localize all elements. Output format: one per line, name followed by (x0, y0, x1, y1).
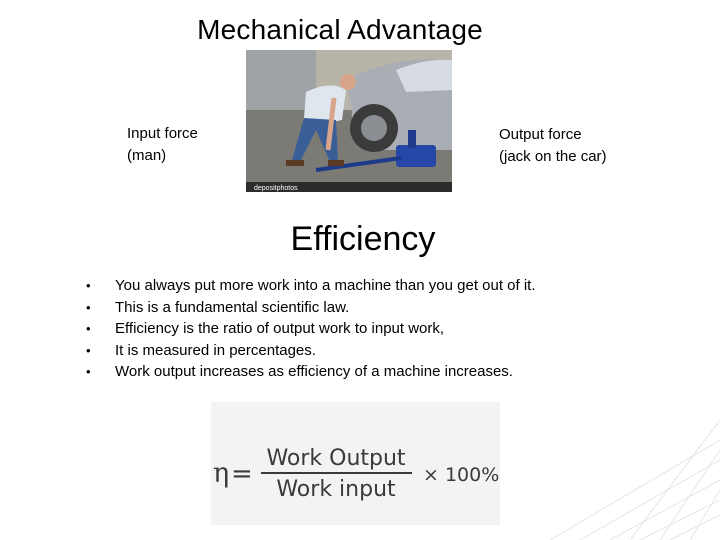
bullet-item: • Work output increases as efficiency of a machine increases. (86, 361, 536, 383)
decorative-corner-pattern (510, 420, 720, 540)
output-caption-line1: Output force (499, 126, 582, 143)
efficiency-heading: Efficiency (290, 220, 436, 258)
formula-eta-symbol: η (213, 458, 230, 489)
formula-numerator: Work Output (266, 446, 406, 471)
bullet-item: • This is a fundamental scientific law. (86, 297, 536, 319)
input-caption-line2: (man) (127, 147, 167, 164)
input-caption-line1: Input force (127, 125, 198, 142)
efficiency-formula (211, 402, 500, 525)
bullet-item: • It is measured in percentages. (86, 340, 536, 362)
input-force-caption (127, 123, 198, 167)
man-jacking-car-photo (246, 50, 452, 192)
watermark-text: depositphotos (254, 185, 298, 192)
bullet-list (86, 275, 536, 383)
output-force-caption (499, 124, 607, 168)
output-caption-line2: (jack on the car) (499, 148, 607, 165)
formula-multiplier: × 100% (423, 464, 500, 486)
bullet-item: • Efficiency is the ratio of output work to input work, (86, 318, 536, 340)
formula-denominator: Work input (276, 477, 396, 502)
slide-title: Mechanical Advantage (197, 14, 483, 45)
formula-equals-sign: = (231, 459, 253, 489)
bullet-item: • You always put more work into a machine than you get out of it. (86, 275, 536, 297)
